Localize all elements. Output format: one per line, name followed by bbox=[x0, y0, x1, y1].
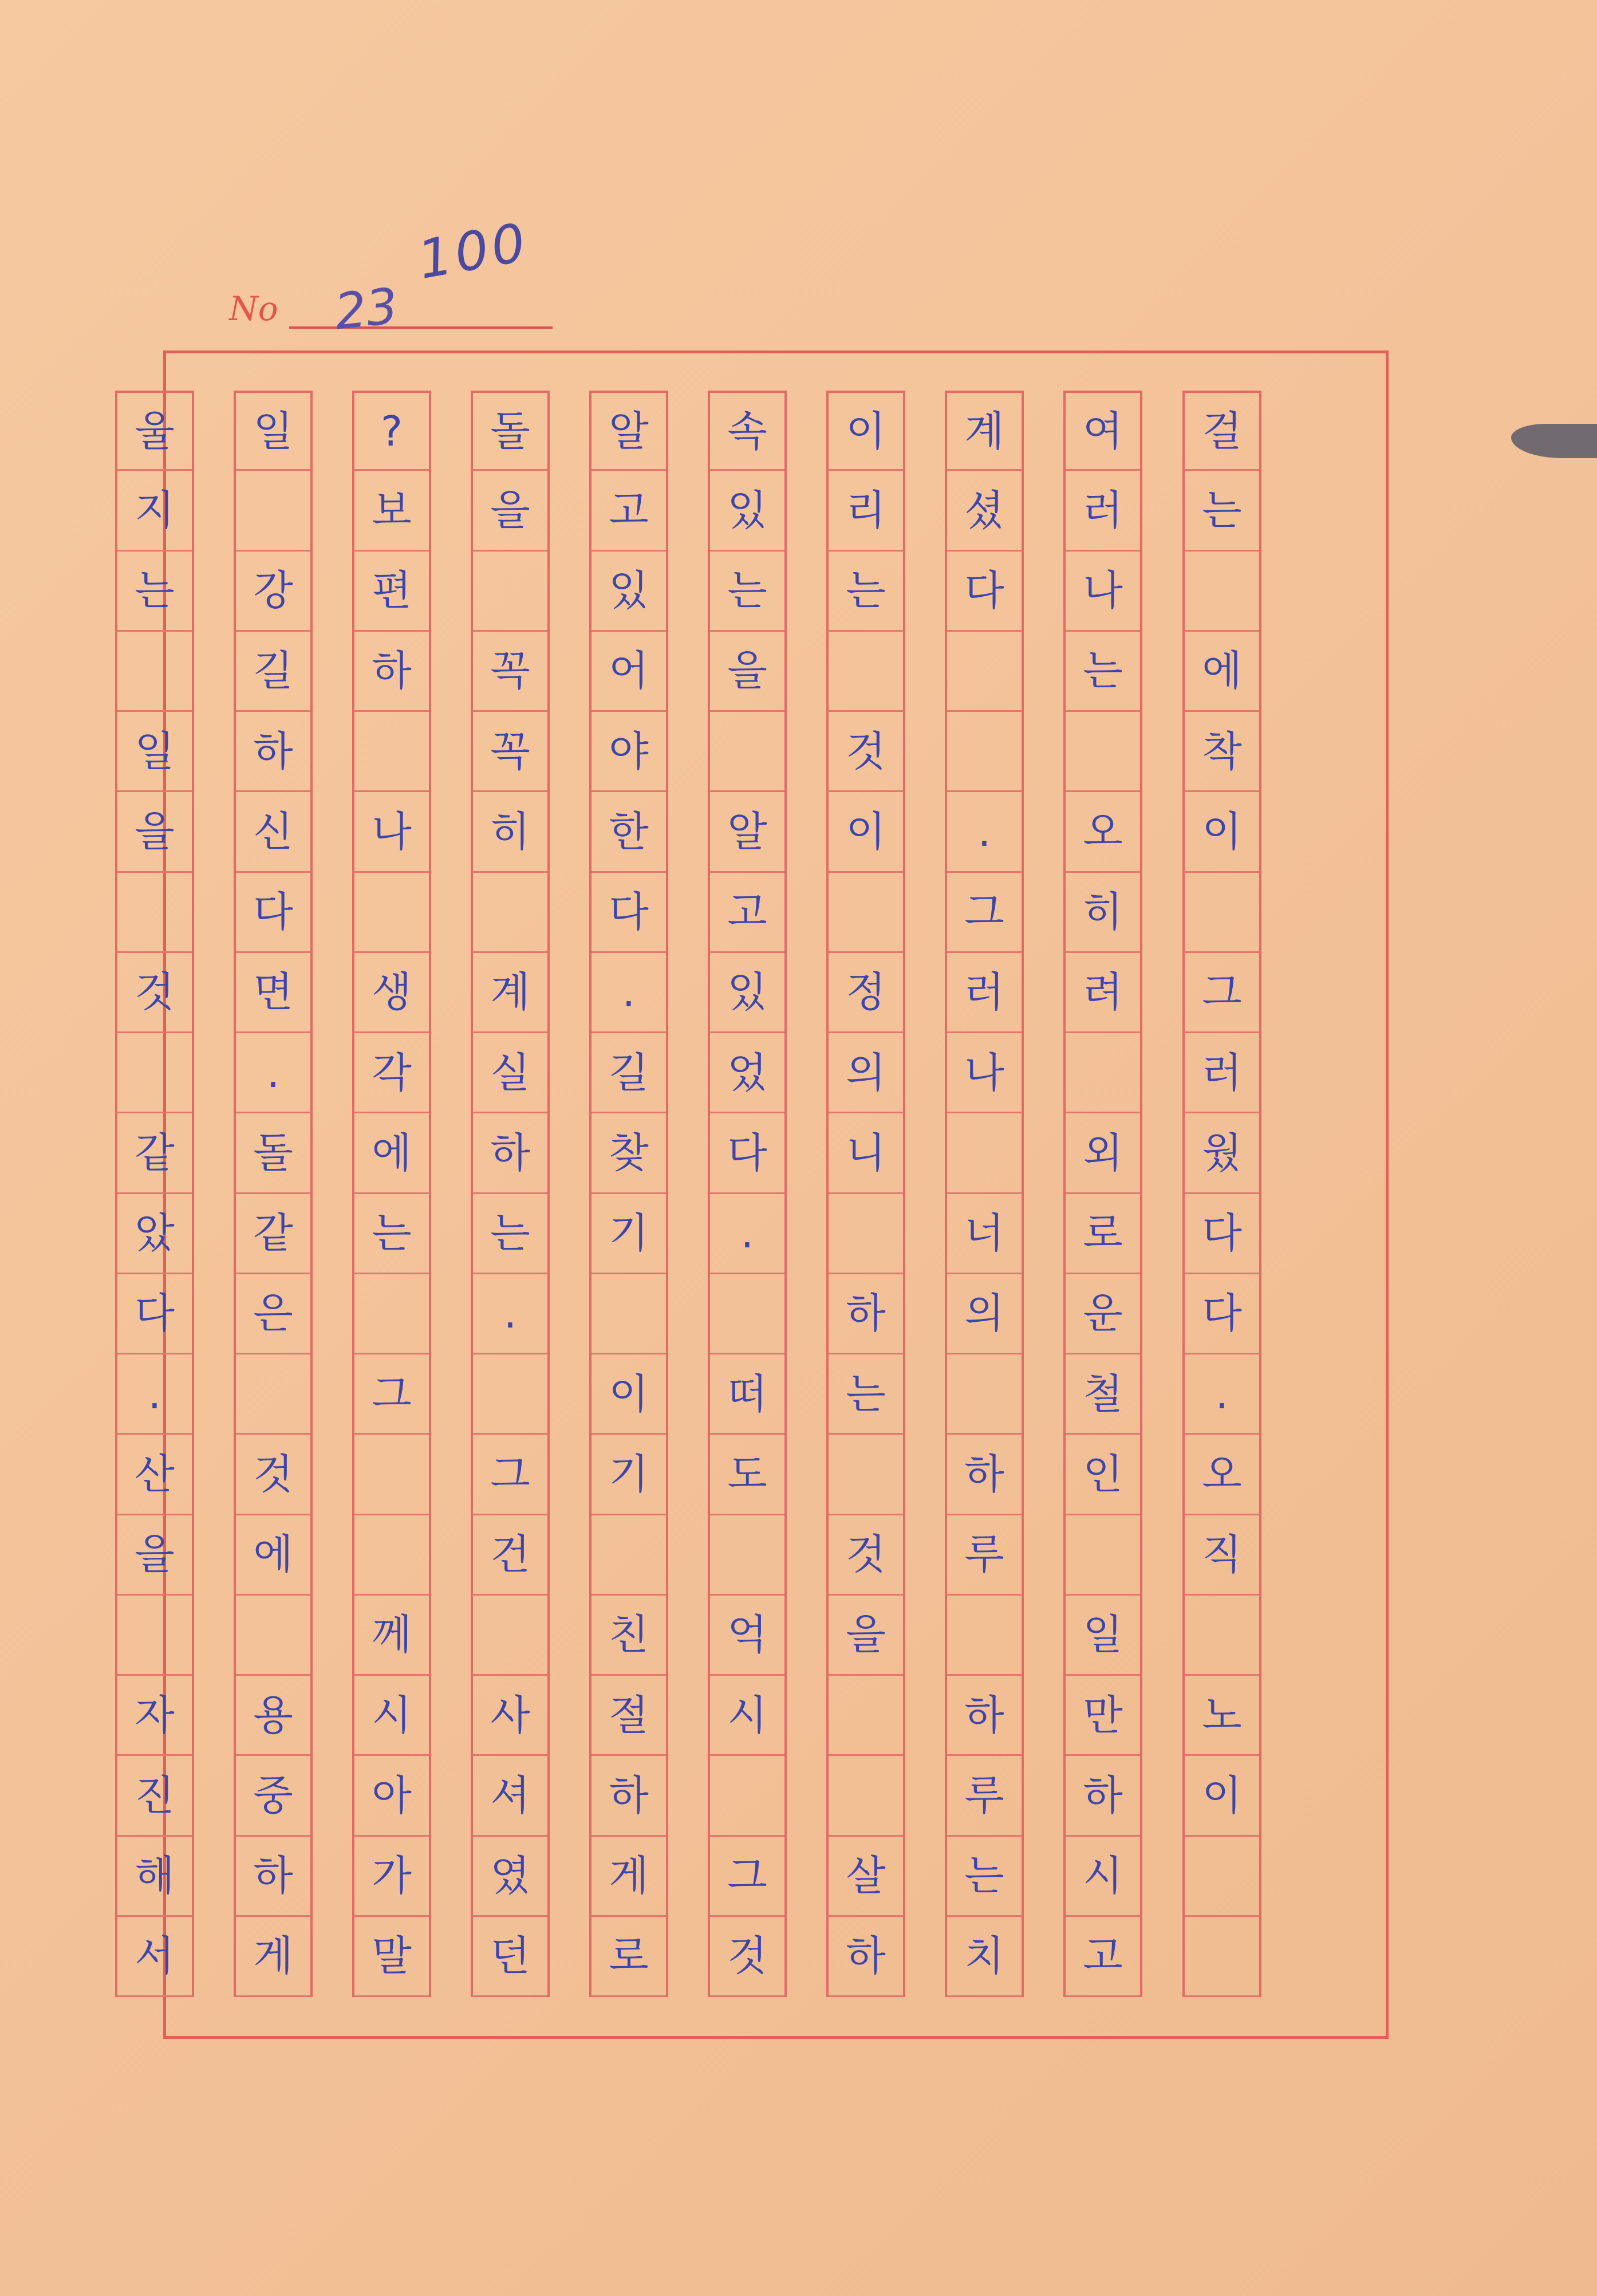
grid-cell: 그 bbox=[1185, 953, 1259, 1033]
grid-column bbox=[945, 391, 1024, 1997]
grid-cell bbox=[1066, 1515, 1140, 1596]
grid-cell: 직 bbox=[1185, 1515, 1259, 1596]
grid-cell: 생 bbox=[354, 953, 429, 1033]
grid-cell bbox=[354, 1274, 429, 1354]
grid-cell: 어 bbox=[592, 632, 666, 712]
grid-cell: 려 bbox=[1066, 953, 1140, 1033]
grid-cell: 히 bbox=[1066, 873, 1140, 953]
grid-column bbox=[826, 391, 905, 1997]
grid-cell: 꼭 bbox=[473, 712, 547, 792]
grid-cell: 일 bbox=[1066, 1596, 1140, 1676]
grid-cell: 해 bbox=[117, 1837, 192, 1917]
grid-cell: 보 bbox=[354, 471, 429, 551]
grid-cell: 는 bbox=[829, 1354, 903, 1435]
grid-cell bbox=[947, 1596, 1022, 1676]
grid-cell: 다 bbox=[117, 1274, 192, 1354]
grid-cell: 셔 bbox=[473, 1756, 547, 1836]
grid-cell: 억 bbox=[710, 1596, 784, 1676]
grid-cell: 에 bbox=[1185, 632, 1259, 712]
grid-cell: 고 bbox=[1066, 1917, 1140, 1997]
grid-column bbox=[115, 391, 194, 1997]
grid-cell bbox=[473, 552, 547, 632]
grid-cell bbox=[1185, 1917, 1259, 1997]
grid-cell: 게 bbox=[592, 1837, 666, 1917]
grid-cell: 가 bbox=[354, 1837, 429, 1917]
grid-cell: 계 bbox=[947, 391, 1022, 471]
grid-cell: 을 bbox=[829, 1596, 903, 1676]
grid-cell: 길 bbox=[592, 1033, 666, 1113]
grid-cell: 도 bbox=[710, 1435, 784, 1515]
grid-column bbox=[1182, 391, 1261, 1997]
grid-cell: 하 bbox=[829, 1917, 903, 1997]
grid-cell: 는 bbox=[829, 552, 903, 632]
grid-cell: 는 bbox=[1066, 632, 1140, 712]
grid-cell: 철 bbox=[1066, 1354, 1140, 1435]
grid-cell bbox=[117, 873, 192, 953]
grid-cell: 의 bbox=[947, 1274, 1022, 1354]
grid-cell: 히 bbox=[473, 792, 547, 872]
grid-cell: 살 bbox=[829, 1837, 903, 1917]
grid-cell: 서 bbox=[117, 1917, 192, 1997]
grid-cell: 아 bbox=[354, 1756, 429, 1836]
grid-cell: 이 bbox=[1185, 792, 1259, 872]
grid-cell bbox=[947, 1113, 1022, 1194]
grid-cell: 니 bbox=[829, 1113, 903, 1194]
grid-cell bbox=[236, 1596, 310, 1676]
grid-cell: 은 bbox=[236, 1274, 310, 1354]
grid-cell: 친 bbox=[592, 1596, 666, 1676]
grid-cell: 계 bbox=[473, 953, 547, 1033]
grid-cell: 것 bbox=[236, 1435, 310, 1515]
grid-cell bbox=[473, 1354, 547, 1435]
grid-cell: 같 bbox=[117, 1113, 192, 1194]
grid-cell: 을 bbox=[117, 1515, 192, 1596]
grid-cell bbox=[354, 873, 429, 953]
grid-cell: ? bbox=[354, 391, 429, 471]
page-number-underline bbox=[289, 326, 553, 329]
grid-column bbox=[352, 391, 431, 1997]
manuscript-grid-frame bbox=[135, 350, 1389, 2039]
grid-cell bbox=[592, 1274, 666, 1354]
grid-cell: 외 bbox=[1066, 1113, 1140, 1194]
grid-cell: 지 bbox=[117, 471, 192, 551]
grid-cell: 셨 bbox=[947, 471, 1022, 551]
grid-cell: 기 bbox=[592, 1194, 666, 1274]
grid-cell: 을 bbox=[710, 632, 784, 712]
grid-cell: 실 bbox=[473, 1033, 547, 1113]
grid-cell bbox=[710, 712, 784, 792]
grid-cell: . bbox=[710, 1194, 784, 1274]
grid-cell: 이 bbox=[829, 391, 903, 471]
grid-cell: 한 bbox=[592, 792, 666, 872]
grid-cell: 돌 bbox=[236, 1113, 310, 1194]
grid-cell: 속 bbox=[710, 391, 784, 471]
grid-cell: 는 bbox=[1185, 471, 1259, 551]
grid-cell: 각 bbox=[354, 1033, 429, 1113]
grid-cell: 았 bbox=[117, 1194, 192, 1274]
grid-cell: . bbox=[473, 1274, 547, 1354]
grid-cell: 다 bbox=[710, 1113, 784, 1194]
grid-cell bbox=[354, 712, 429, 792]
grid-cell: 는 bbox=[473, 1194, 547, 1274]
grid-cell bbox=[829, 632, 903, 712]
grid-cell: . bbox=[236, 1033, 310, 1113]
grid-cell: 다 bbox=[1185, 1274, 1259, 1354]
grid-cell: 하 bbox=[236, 712, 310, 792]
grid-cell: 있 bbox=[710, 953, 784, 1033]
grid-cell bbox=[829, 873, 903, 953]
grid-cell: 자 bbox=[117, 1676, 192, 1756]
grid-cell: 께 bbox=[354, 1596, 429, 1676]
grid-cell: 하 bbox=[354, 632, 429, 712]
grid-cell: 건 bbox=[473, 1515, 547, 1596]
grid-cell: 에 bbox=[354, 1113, 429, 1194]
grid-cell: 찾 bbox=[592, 1113, 666, 1194]
grid-cell bbox=[236, 471, 310, 551]
grid-cell bbox=[947, 712, 1022, 792]
grid-cell: 였 bbox=[473, 1837, 547, 1917]
grid-cell: 것 bbox=[829, 712, 903, 792]
grid-cell: 알 bbox=[592, 391, 666, 471]
grid-cell: . bbox=[947, 792, 1022, 872]
grid-cell bbox=[117, 1033, 192, 1113]
grid-cell: 운 bbox=[1066, 1274, 1140, 1354]
grid-cell: 사 bbox=[473, 1676, 547, 1756]
grid-cell: 리 bbox=[829, 471, 903, 551]
page-number-label: No bbox=[229, 289, 278, 328]
grid-cell: 다 bbox=[947, 552, 1022, 632]
grid-cell: 웠 bbox=[1185, 1113, 1259, 1194]
grid-cell: 돌 bbox=[473, 391, 547, 471]
grid-cell: 을 bbox=[473, 471, 547, 551]
grid-cell bbox=[829, 1435, 903, 1515]
grid-cell bbox=[947, 1354, 1022, 1435]
grid-cell: 나 bbox=[1066, 552, 1140, 632]
grid-cell: 의 bbox=[829, 1033, 903, 1113]
grid-cell: . bbox=[592, 953, 666, 1033]
grid-cell: 일 bbox=[236, 391, 310, 471]
grid-cell: 루 bbox=[947, 1756, 1022, 1836]
grid-cell: 고 bbox=[710, 873, 784, 953]
grid-cell: 로 bbox=[1066, 1194, 1140, 1274]
grid-cell: 이 bbox=[592, 1354, 666, 1435]
grid-cell: 는 bbox=[947, 1837, 1022, 1917]
grid-cell: 신 bbox=[236, 792, 310, 872]
grid-cell: 중 bbox=[236, 1756, 310, 1836]
manuscript-grid bbox=[135, 353, 1386, 2036]
grid-column bbox=[471, 391, 550, 1997]
grid-cell bbox=[473, 873, 547, 953]
grid-cell: 하 bbox=[947, 1435, 1022, 1515]
grid-cell: 나 bbox=[947, 1033, 1022, 1113]
grid-cell: . bbox=[1185, 1354, 1259, 1435]
grid-cell bbox=[1185, 873, 1259, 953]
grid-cell: 면 bbox=[236, 953, 310, 1033]
grid-cell: 시 bbox=[710, 1676, 784, 1756]
grid-cell bbox=[1185, 1596, 1259, 1676]
page-number-annotation: 100 bbox=[413, 211, 534, 291]
grid-cell: 치 bbox=[947, 1917, 1022, 1997]
grid-cell bbox=[117, 632, 192, 712]
grid-cell: 던 bbox=[473, 1917, 547, 1997]
grid-cell: 고 bbox=[592, 471, 666, 551]
grid-cell: 길 bbox=[236, 632, 310, 712]
grid-cell: 하 bbox=[473, 1113, 547, 1194]
grid-cell: 하 bbox=[592, 1756, 666, 1836]
grid-cell: 그 bbox=[473, 1435, 547, 1515]
grid-cell: 나 bbox=[354, 792, 429, 872]
grid-cell bbox=[829, 1194, 903, 1274]
grid-cell bbox=[117, 1596, 192, 1676]
grid-cell: . bbox=[117, 1354, 192, 1435]
grid-cell: 너 bbox=[947, 1194, 1022, 1274]
grid-cell: 하 bbox=[1066, 1756, 1140, 1836]
grid-cell: 다 bbox=[236, 873, 310, 953]
grid-cell: 용 bbox=[236, 1676, 310, 1756]
grid-cell: 있 bbox=[592, 552, 666, 632]
grid-cell: 여 bbox=[1066, 391, 1140, 471]
grid-cell: 오 bbox=[1066, 792, 1140, 872]
grid-cell: 강 bbox=[236, 552, 310, 632]
grid-cell: 이 bbox=[829, 792, 903, 872]
grid-cell: 에 bbox=[236, 1515, 310, 1596]
grid-cell bbox=[710, 1756, 784, 1836]
grid-cell: 떠 bbox=[710, 1354, 784, 1435]
grid-cell: 것 bbox=[117, 953, 192, 1033]
grid-cell: 루 bbox=[947, 1515, 1022, 1596]
grid-cell bbox=[947, 632, 1022, 712]
grid-cell: 산 bbox=[117, 1435, 192, 1515]
grid-cell: 그 bbox=[710, 1837, 784, 1917]
grid-cell: 었 bbox=[710, 1033, 784, 1113]
grid-cell: 러 bbox=[1066, 471, 1140, 551]
grid-cell: 시 bbox=[1066, 1837, 1140, 1917]
grid-cell: 알 bbox=[710, 792, 784, 872]
grid-cell: 기 bbox=[592, 1435, 666, 1515]
grid-cell bbox=[354, 1515, 429, 1596]
grid-cell bbox=[829, 1676, 903, 1756]
grid-cell bbox=[710, 1274, 784, 1354]
grid-cell: 는 bbox=[354, 1194, 429, 1274]
grid-cell: 착 bbox=[1185, 712, 1259, 792]
grid-cell: 있 bbox=[710, 471, 784, 551]
grid-cell: 하 bbox=[829, 1274, 903, 1354]
grid-cell: 것 bbox=[829, 1515, 903, 1596]
grid-cell bbox=[1185, 1837, 1259, 1917]
grid-cell: 오 bbox=[1185, 1435, 1259, 1515]
grid-cell: 울 bbox=[117, 391, 192, 471]
grid-cell: 러 bbox=[1185, 1033, 1259, 1113]
grid-cell: 는 bbox=[710, 552, 784, 632]
grid-column bbox=[708, 391, 787, 1997]
grid-cell: 러 bbox=[947, 953, 1022, 1033]
grid-cell bbox=[592, 1515, 666, 1596]
grid-cell bbox=[473, 1596, 547, 1676]
grid-column bbox=[589, 391, 668, 1997]
grid-cell: 진 bbox=[117, 1756, 192, 1836]
grid-cell: 정 bbox=[829, 953, 903, 1033]
grid-cell: 일 bbox=[117, 712, 192, 792]
grid-cell: 것 bbox=[710, 1917, 784, 1997]
grid-cell: 만 bbox=[1066, 1676, 1140, 1756]
grid-cell: 꼭 bbox=[473, 632, 547, 712]
grid-cell: 그 bbox=[947, 873, 1022, 953]
grid-cell bbox=[710, 1515, 784, 1596]
grid-cell: 하 bbox=[236, 1837, 310, 1917]
grid-cell: 말 bbox=[354, 1917, 429, 1997]
grid-cell: 을 bbox=[117, 792, 192, 872]
grid-cell bbox=[829, 1756, 903, 1836]
grid-cell: 다 bbox=[592, 873, 666, 953]
grid-cell: 절 bbox=[592, 1676, 666, 1756]
grid-cell: 하 bbox=[947, 1676, 1022, 1756]
grid-cell: 편 bbox=[354, 552, 429, 632]
grid-cell: 걸 bbox=[1185, 391, 1259, 471]
grid-cell bbox=[1066, 712, 1140, 792]
grid-cell bbox=[1185, 552, 1259, 632]
grid-cell: 는 bbox=[117, 552, 192, 632]
paper-damage-mark bbox=[1511, 424, 1597, 458]
grid-cell: 야 bbox=[592, 712, 666, 792]
grid-column bbox=[234, 391, 313, 1997]
grid-cell: 시 bbox=[354, 1676, 429, 1756]
grid-cell: 로 bbox=[592, 1917, 666, 1997]
grid-cell: 인 bbox=[1066, 1435, 1140, 1515]
grid-cell: 그 bbox=[354, 1354, 429, 1435]
grid-cell: 같 bbox=[236, 1194, 310, 1274]
grid-column bbox=[1063, 391, 1142, 1997]
grid-cell: 게 bbox=[236, 1917, 310, 1997]
grid-cell: 이 bbox=[1185, 1756, 1259, 1836]
grid-cell bbox=[354, 1435, 429, 1515]
grid-cell bbox=[236, 1354, 310, 1435]
page-number-value: 23 bbox=[332, 277, 401, 341]
grid-cell: 노 bbox=[1185, 1676, 1259, 1756]
grid-cell bbox=[1066, 1033, 1140, 1113]
grid-cell: 다 bbox=[1185, 1194, 1259, 1274]
